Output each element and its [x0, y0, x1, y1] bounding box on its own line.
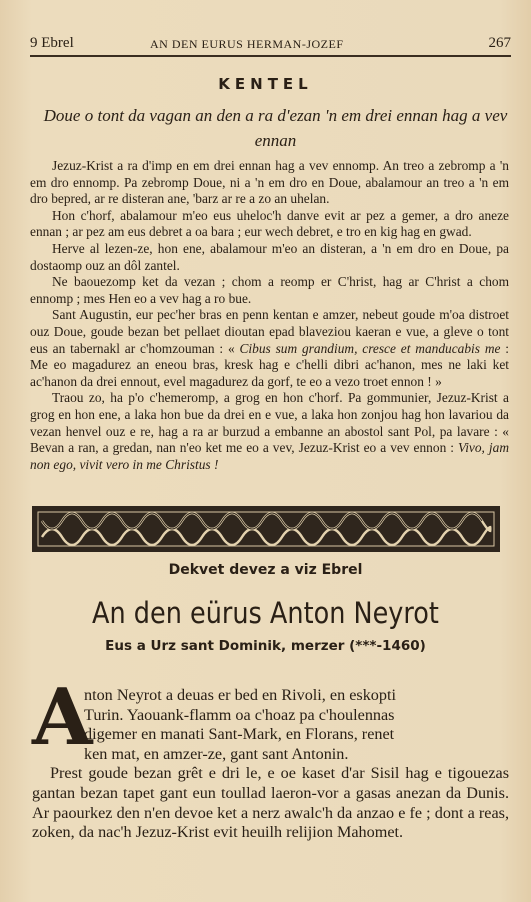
paragraph-text: Sant Augustin, eur pec'her bras en penn kentan e amzer, nebeut goude m'oa distroet ouz Doue, goude bezan bet pellaet dioutan epad blaveziou kaeran e vue, a gleve o tont eus an tabernakl ar c'homzouman : « [30, 307, 509, 356]
day-heading: Dekvet devez a viz Ebrel [168, 562, 363, 578]
paragraph: Prest goude bezan grêt e dri le, e oe kaset d'ar Sisil hag e tigouezas gantan bezan tapet gant eun toullad laeron-vor a gasas anezan da Dunis. Ar paourkez den n'en devoe ket a nerz awalc'h da anzao e fe ; dont a reas, zoken, da nac'h Jezuz-Krist evit heuilh relijion Mahomet. [32, 764, 509, 842]
paragraph: Herve al lezen-ze, hon ene, abalamour m'eo an disteran, a 'n em dro en Doue, pa dostaomp ouz an dôl zantel. [30, 240, 509, 273]
header-date: 9 Ebrel [30, 35, 74, 51]
biography-text [32, 672, 509, 843]
paragraph: Hon c'horf, abalamour m'eo eus uheloc'h danve evit ar pez a gemer, a dro aneze ennan ; ar pez am eus debret a oa bara ; eur wech debret, e tro en kig hag en gwad. [30, 207, 509, 240]
lesson-body [30, 158, 509, 473]
saint-name-title: An den eürus Anton Neyrot [92, 596, 439, 630]
running-header [30, 34, 511, 56]
latin-quote: Cibus sum grandium, cresce et manducabis me [239, 340, 501, 356]
text-line: nton Neyrot a deuas er bed en Rivoli, en eskopti [84, 686, 396, 704]
paragraph-text: : Me eo magadurez an eneou bras, kresk hag e c'helli dibri ac'hanon, mes ne laki ket ac'hanon da drei ennout, evel magadurez da gorf, te eo a vezo troet ennon ! » [30, 340, 509, 389]
paragraph-text: Traou zo, ha p'o c'hemeromp, a grog en hon c'horf. Pa gommunier, Jezuz-Krist a grog en hon ene, a laka hon bue da drei en e vue, a laka hon zonjou hag hon lavariou da vezan henvel ouz e re, hag a ra ar burzud a embanne an abostol sant Pol, pa lavare : « Bevan a ran, a gredan, nan n'eo ket me eo a vev, Jezuz-Krist eo a vev ennon : [30, 390, 509, 456]
text-line: Turin. Yaouank-flamm oa c'hoaz pa c'houlennas [84, 705, 395, 724]
ornamental-divider [32, 506, 500, 552]
drop-cap: A [32, 672, 93, 763]
section-heading-kentel: KENTEL [218, 75, 313, 93]
latin-quote: Vivo, jam non ego, vivit vero in me Christus ! [30, 440, 510, 472]
text-line: ken mat, en amzer-ze, gant sant Antonin. [84, 744, 349, 763]
knotwork-border-icon [34, 508, 498, 550]
saint-subtitle: Eus a Urz sant Dominik, merzer (***-1460) [105, 638, 426, 654]
paragraph [30, 390, 509, 473]
header-title: AN DEN EURUS HERMAN-JOZEF [150, 37, 344, 51]
paragraph: Ne baouezomp ket da vezan ; chom a reomp er C'hrist, hag ar C'hrist a chom ennomp ; mes Hen eo a vev hag a ro bue. [30, 274, 509, 306]
paragraph: Jezuz-Krist a ra d'imp en em drei ennan hag a vev ennomp. An treo a zebromp a 'n em dro ennomp. Pa zebromp Doue, ni a 'n em dro en Doue, abalamour an treo a 'n em dro bepred, ar re disteran ane, 'barz ar re a zo an uhelan. [30, 158, 509, 207]
lesson-title: Doue o tont da vagan an den a ra d'ezan 'n em drei ennan hag a vev ennan [43, 106, 508, 150]
header-rule [30, 55, 511, 57]
text-line: digemer en manati Sant-Mark, en Florans, renet [84, 725, 395, 744]
paragraph [30, 307, 509, 390]
page-number: 267 [488, 35, 511, 51]
